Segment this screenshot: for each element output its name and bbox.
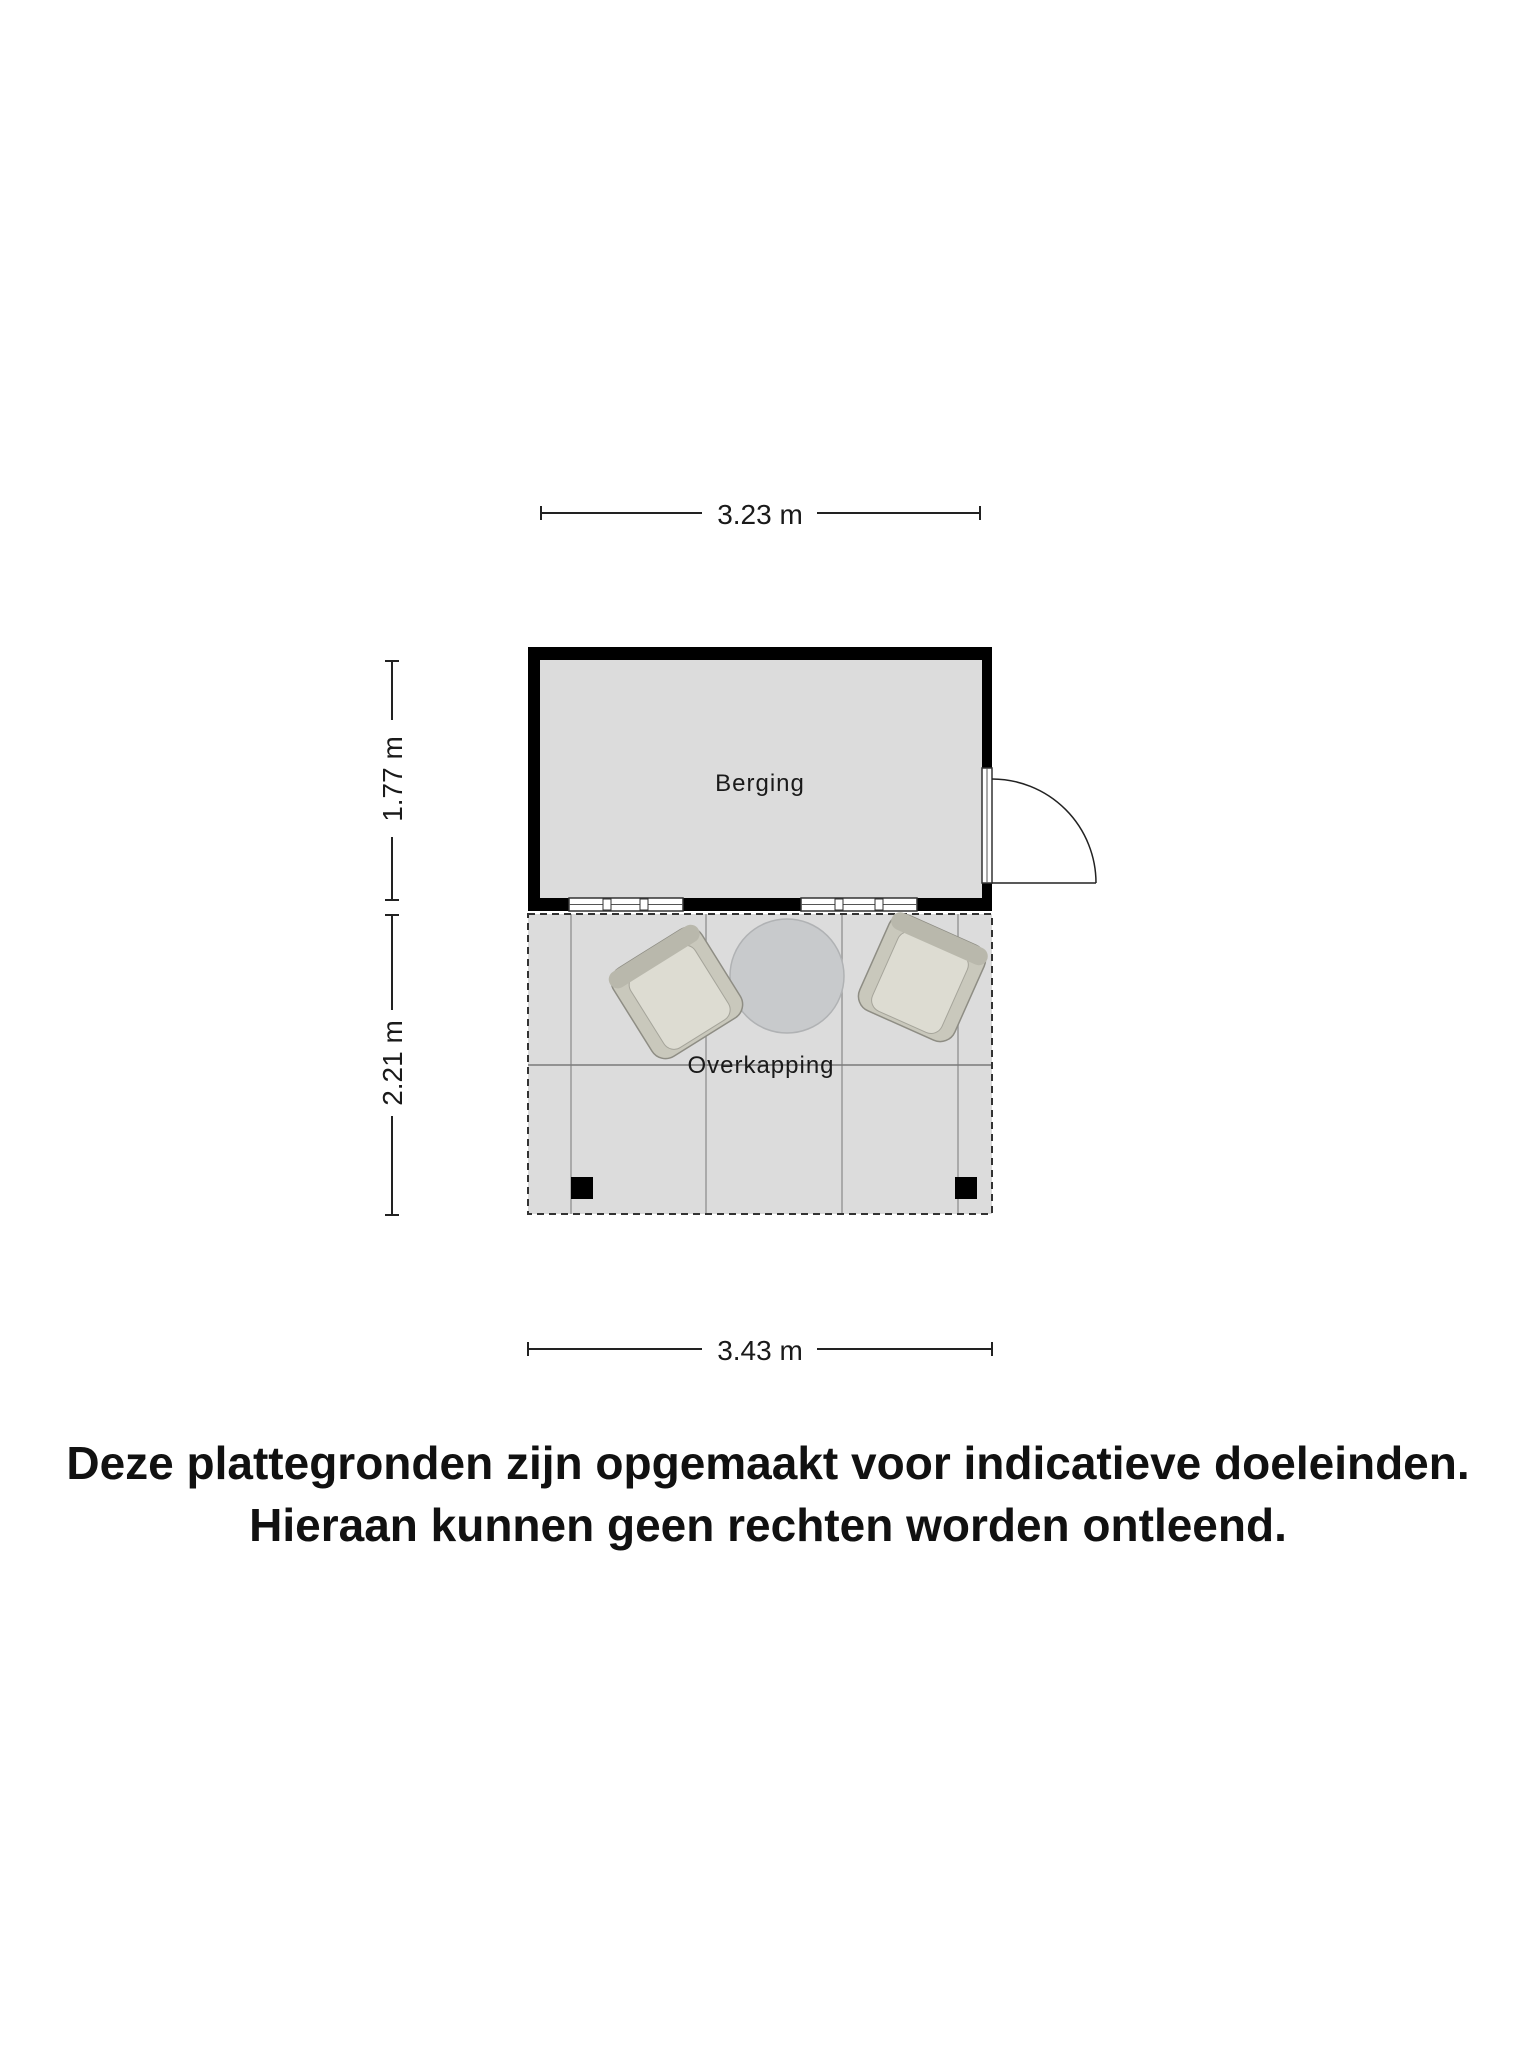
dimension-overkapping-label: 2.21 m: [377, 1020, 408, 1106]
room-label-berging: Berging: [715, 770, 805, 797]
window-left: [569, 898, 683, 911]
disclaimer-line-2: Hieraan kunnen geen rechten worden ontleend.: [249, 1499, 1287, 1551]
berging-room: [528, 647, 1096, 911]
post: [955, 1177, 977, 1199]
dimension-top: [541, 499, 980, 530]
door: [982, 768, 1096, 883]
window-right: [801, 898, 917, 911]
room-label-overkapping: Overkapping: [687, 1052, 835, 1079]
disclaimer-line-1: Deze plattegronden zijn opgemaakt voor indicatieve doeleinden.: [66, 1437, 1470, 1489]
disclaimer: [0, 1432, 1536, 1556]
post: [571, 1177, 593, 1199]
round-table: [730, 919, 844, 1033]
dimension-bottom: [528, 1335, 992, 1366]
dimension-left-overkapping: [377, 915, 408, 1215]
dimension-top-label: 3.23 m: [717, 499, 803, 530]
dimension-bottom-label: 3.43 m: [717, 1335, 803, 1366]
dimension-berging-label: 1.77 m: [377, 736, 408, 822]
dimension-left-berging: [377, 661, 408, 900]
